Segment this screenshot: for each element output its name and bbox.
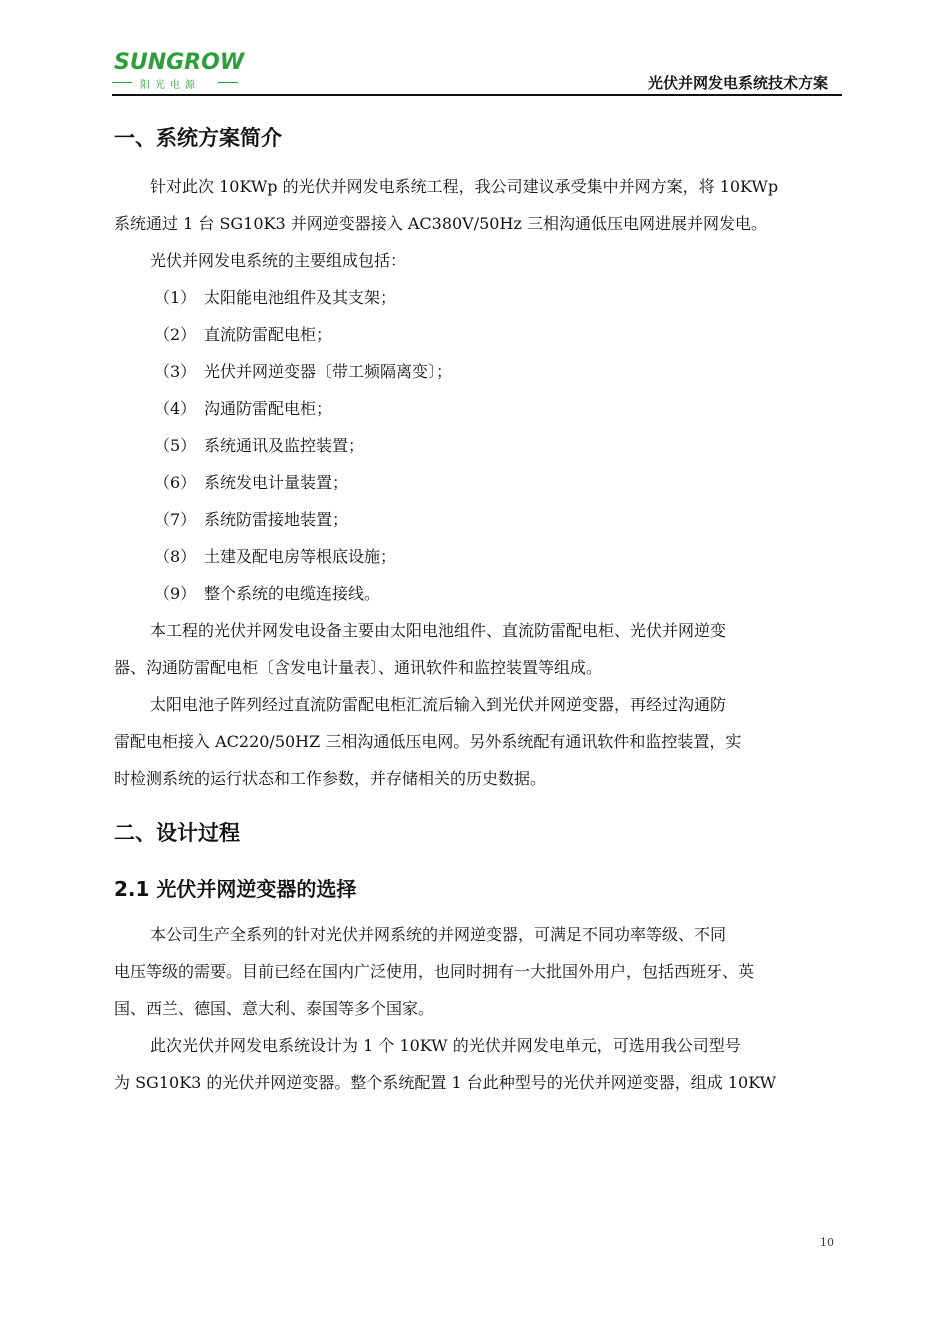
list-item xyxy=(114,390,844,427)
list-item xyxy=(114,501,844,538)
list-item-number: （7） xyxy=(154,510,197,529)
list-item xyxy=(114,538,844,575)
section2-para2-line1: 此次光伏并网发电系统设计为 1 个 10KW 的光伏并网发电单元，可选用我公司型号 xyxy=(150,1036,741,1055)
list-item xyxy=(114,427,844,464)
list-item-number: （1） xyxy=(154,288,197,307)
list-item-number: （4） xyxy=(154,399,197,418)
list-item xyxy=(114,279,844,316)
sungrow-logo xyxy=(112,48,262,92)
list-item-text: 沟通防雷配电柜； xyxy=(204,399,333,418)
section2-1-heading: 2.1 光伏并网逆变器的选择 xyxy=(114,877,357,901)
list-item-text: 光伏并网逆变器〔带工频隔离变〕； xyxy=(204,362,453,381)
header-divider xyxy=(112,94,842,96)
section1-para3-line2: 器、沟通防雷配电柜〔含发电计量表〕、通讯软件和监控装置等组成。 xyxy=(114,658,603,677)
section1-heading: 一、系统方案简介 xyxy=(114,126,282,150)
list-item-text: 整个系统的电缆连接线。 xyxy=(204,584,381,603)
section1-para2: 光伏并网发电系统的主要组成包括： xyxy=(150,251,407,270)
logo-wordmark: SUNGROW xyxy=(114,50,245,75)
list-item-number: （5） xyxy=(154,436,197,455)
section1-para1-line2: 系统通过 1 台 SG10K3 并网逆变器接入 AC380V/50Hz 三相沟通低压电网进展并网发电。 xyxy=(114,214,767,233)
list-item-number: （3） xyxy=(154,362,197,381)
section1-para4-line2: 雷配电柜接入 AC220/50HZ 三相沟通低压电网。另外系统配有通讯软件和监控装置，实 xyxy=(114,732,742,751)
list-item xyxy=(114,464,844,501)
section1-para4-line3: 时检测系统的运行状态和工作参数，并存储相关的历史数据。 xyxy=(114,769,547,788)
list-item-text: 直流防雷配电柜； xyxy=(204,325,333,344)
list-item-number: （6） xyxy=(154,473,197,492)
logo-line-right xyxy=(218,82,238,83)
logo-subtext: 阳光电源 xyxy=(140,80,200,91)
component-list xyxy=(114,279,844,612)
list-item xyxy=(114,353,844,390)
page-content xyxy=(114,108,844,1101)
list-item xyxy=(114,316,844,353)
list-item-text: 土建及配电房等根底设施； xyxy=(204,547,397,566)
list-item-text: 系统发电计量装置； xyxy=(204,473,349,492)
section1-para3-line1: 本工程的光伏并网发电设备主要由太阳电池组件、直流防雷配电柜、光伏并网逆变 xyxy=(150,621,727,640)
page-number: 10 xyxy=(820,1236,834,1249)
section1-para1-line1: 针对此次 10KWp 的光伏并网发电系统工程，我公司建议承受集中并网方案，将 10KWp xyxy=(150,177,779,196)
section1-para4-line1: 太阳电池子阵列经过直流防雷配电柜汇流后输入到光伏并网逆变器，再经过沟通防 xyxy=(150,695,727,714)
section2-para1-line2: 电压等级的需要。目前已经在国内广泛使用，也同时拥有一大批国外用户，包括西班牙、英 xyxy=(114,962,755,981)
document-title: 光伏并网发电系统技术方案 xyxy=(647,74,828,92)
section2-para1-line1: 本公司生产全系列的针对光伏并网系统的并网逆变器，可满足不同功率等级、不同 xyxy=(150,925,727,944)
list-item-text: 太阳能电池组件及其支架； xyxy=(204,288,397,307)
page-header xyxy=(112,48,842,96)
list-item-text: 系统防雷接地装置； xyxy=(204,510,349,529)
section2-para2-line2: 为 SG10K3 的光伏并网逆变器。整个系统配置 1 台此种型号的光伏并网逆变器，组成 10KW xyxy=(114,1073,777,1092)
list-item-text: 系统通讯及监控装置； xyxy=(204,436,365,455)
logo-line-left xyxy=(112,82,132,83)
list-item-number: （2） xyxy=(154,325,197,344)
section2-heading: 二、设计过程 xyxy=(114,821,240,845)
section2-para1-line3: 国、西兰、德国、意大利、泰国等多个国家。 xyxy=(114,999,435,1018)
list-item-number: （8） xyxy=(154,547,197,566)
list-item xyxy=(114,575,844,612)
list-item-number: （9） xyxy=(154,584,197,603)
